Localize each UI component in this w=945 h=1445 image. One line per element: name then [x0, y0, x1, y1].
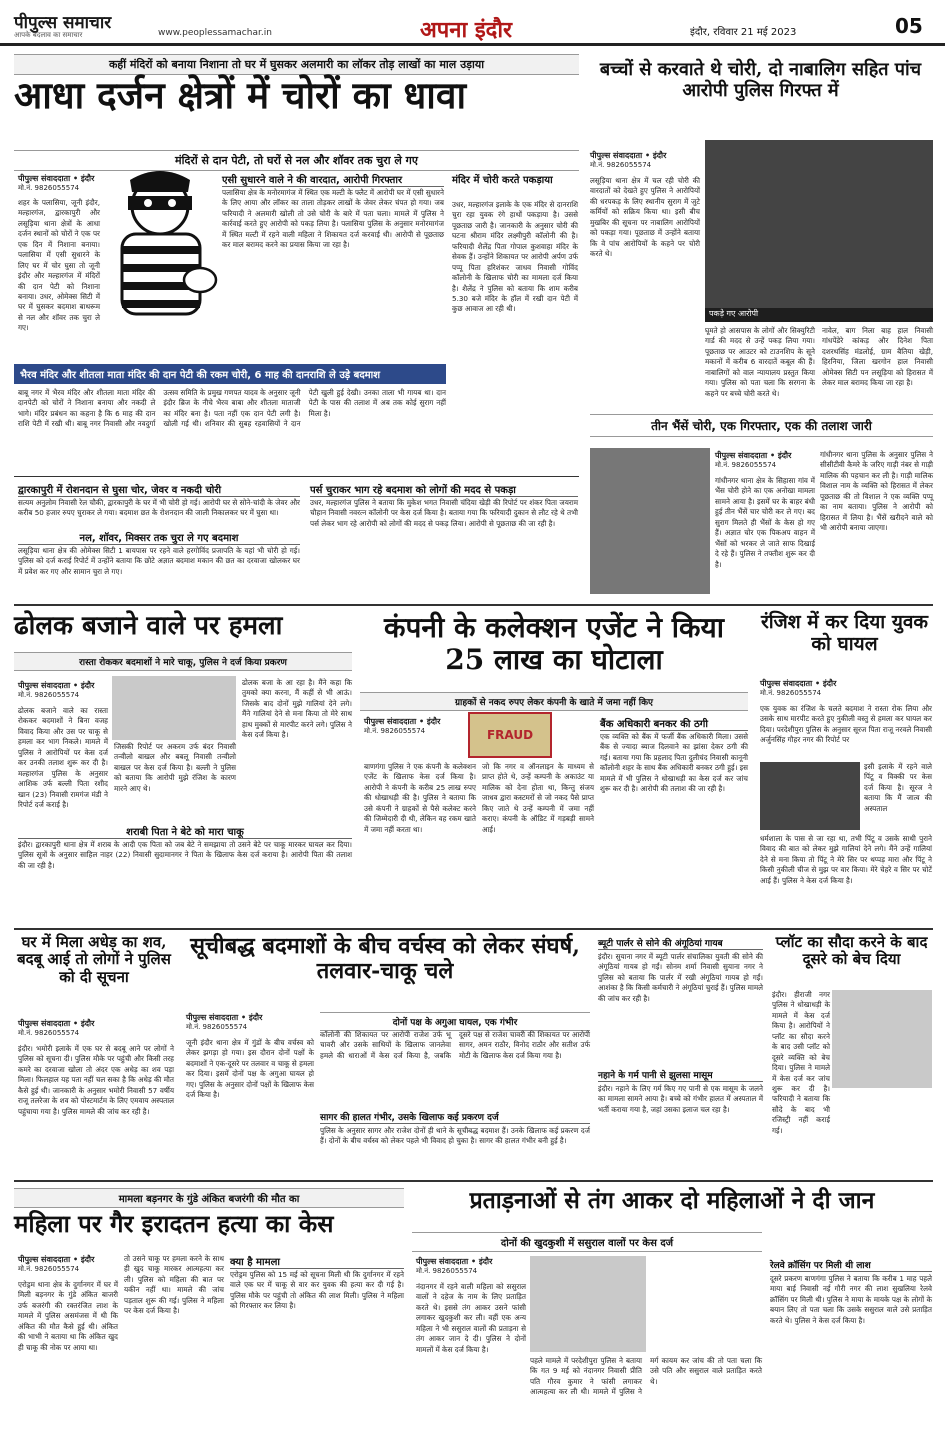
clash-text1: जूनी इंदौर थाना क्षेत्र में गुंडों के बीच वर्चस्व को लेकर झगड़ा हो गया। इस दौरान दोनों पक्षों के बदमाशों ने एक-दूसरे पर तलवार व चाकू से हमला कर दिया। इसमें दोनों पक्ष के अगुआ घायल हो गए। पुलिस के अनुसार दोनों पक्षों के खिलाफ केस दर्ज किया है।	[186, 1038, 314, 1100]
lead-subhead: मंदिरों से दान पेटी, तो घरों से नल और शॉवर तक चुरा ले गए	[14, 150, 579, 171]
suicide-text2: पहले मामले में परदेशीपुरा पुलिस ने बताया कि गत 9 मई को नंदानगर निवासी प्रीति पति गौरव कुमार ने फांसी लगाकर आत्महत्या कर ली थी। मामले में पुलिस ने मर्ग कायम कर जांच की तो पता चला कि उसे पति और ससुराल वाले प्रताड़ित करते थे।	[530, 1356, 762, 1397]
grudge-headline: रंजिश में कर दिया युवक को घायल	[760, 611, 929, 655]
body-found-text: इंदौर। भमोरी इलाके में एक घर से बदबू आने पर लोगों ने पुलिस को सूचना दी। पुलिस मौके पर पहुंची और किसी तरह कमरे का दरवाजा खोला तो अंदर एक अधेड़ का शव पड़ा मिला। फिलहाल यह पता नहीं चल सका है कि अधेड़ की मौत कैसे हुई थी। जानकारी के अनुसार भमोरी निवासी 57 वर्षीय राजू तलरेजा के शव को पोस्टमार्टम के लिए एमवाय अस्पताल पहुंचाया गया है। पुलिस मामले की जांच कर रही है।	[18, 1044, 174, 1116]
body-found-headline: घर में मिला अधेड़ का शव, बदबू आई तो लोगों ने पुलिस को दी सूचना	[17, 933, 171, 986]
railway-head: रेलवे क्रॉसिंग पर मिली थी लाश	[770, 1258, 932, 1272]
clash-sub: सागर की हालत गंभीर, उसके खिलाफ कई प्रकरण दर्ज	[320, 1110, 590, 1124]
drunk-father-text: इंदौर। द्वारकापुरी थाना क्षेत्र में शराब के आदी एक पिता को जब बेटे ने समझाया तो उसने बेटे पर चाकू मारकर घायल कर दिया। पुलिस सूत्रों के अनुसार साहिल नाहर (22) निवासी सुदामानगर ने पिता के खिलाफ केस दर्ज कराया है। आरोपी पिता की तलाश की जा रही है।	[18, 840, 352, 870]
dwarkapuri-text2: लसूड़िया थाना क्षेत्र की ओमेक्स सिटी 1 बायपास पर रहने वाले हरगोविंद प्रजापति के यहां भी चोरी हो गई। पुलिस को दर्ज कराई रिपोर्ट में उन्होंने बताया कि छोटे अज्ञात बदमाश मकान की छत का दरवाजा खोलकर घर में प्रवेश कर गए और सामान चुरा ले गए।	[18, 546, 300, 576]
drunk-father-head: शराबी पिता ने बेटे को मारा चाकू	[18, 824, 352, 839]
bank-fraud-text: एक व्यक्ति को बैंक में फर्जी बैंक अधिकारी मिला। उससे बैंक से ज्यादा ब्याज दिलवाने का झांसा देकर ठगी की गई। बताया गया कि प्रहलाद पिता दुलीचंद निवासी कानूनी कॉलोनी शहर के साथ बैंक अधिकारी बनकर ठगी हुई। इस मामले में भी पुलिस ने धोखाधड़ी का केस दर्ज कर जांच शुरू कर दी है। आरोपी की तलाश की जा रही है।	[600, 732, 748, 794]
grudge-byline: पीपुल्स संवाददाता • इंदौर मो.नं. 9826055574	[760, 679, 837, 697]
masthead	[0, 0, 945, 46]
scam-byline: पीपुल्स संवाददाता • इंदौर मो.नं. 9826055574	[364, 717, 441, 735]
scam-text1: बाणगंगा पुलिस ने एक कंपनी के कलेक्शन एजेंट के खिलाफ केस दर्ज किया है। आरोपी ने कंपनी के करीब 25 लाख रुपए की धोखाधड़ी की है। पुलिस ने बताया कि उसे कंपनी ने ग्राहकों से पैसे कलेक्ट करने की जिम्मेदारी दी थी, लेकिन वह रकम खाते में जमा नहीं करता था।	[364, 762, 476, 834]
lead-col2: पलासिया क्षेत्र के मनोरमागंज में स्थित एक मल्टी के फ्लैट में आरोपी घर में एसी सुधारने के लिए आया और लॉकर का ताला तोड़कर लाखों के जेवर लेकर चंपत हो गया। जब फरियादी ने अलमारी खोली तो उसे चोरी के बारे में पता चला। मामले में पुलिस ने कार्रवाई करते हुए आरोपी को पकड़ लिया है। पलासिया पुलिस के अनुसार मनोरमागंज में स्थित मल्टी में रहने वाली महिला ने शिकायत दर्ज करवाई थी। आरोपी से पूछताछ कर माल बरामद करने का प्रयास किया जा रहा है।	[222, 188, 444, 250]
dholak-text2: जिसकी रिपोर्ट पर अकरम उर्फ बंदर निवासी तन्वीलो बाखल और बबलू निवासी तन्वीलो बाखल पर केस दर्ज किया है। बल्ली ने पुलिस को बताया कि आरोपी मुझे रंजिश के कारण मारने आए थे।	[114, 742, 236, 793]
dwarkapuri-text: सत्यम अनुलोम निवासी रेल चौकी, द्वारकापुरी के घर में भी चोरी हो गई। आरोपी घर से सोने-चांदी के जेवर और करीब 50 हजार रुपए चुराकर ले गया। बदमाश छत के रोशनदान की जाली निकालकर घर में घुसा था।	[18, 498, 300, 518]
plot-text: इंदौर। हीराजी नगर पुलिस ने धोखाधड़ी के मामले में केस दर्ज किया है। आरोपियों ने प्लॉट का सौदा करने के बाद उसी प्लॉट को दूसरे व्यक्ति को बेच दिया। पुलिस ने मामले में केस दर्ज कर जांच शुरू कर दी है। फरियादी ने बताया कि सौदे के बाद भी रजिस्ट्री नहीं कराई गई।	[772, 990, 830, 1135]
lead-temple-text: बाबू नगर में भैरव मंदिर और शीतला माता मंदिर की दानपेटी को चोरों ने निशाना बनाया और नकदी ले भागे। मंदिर प्रबंधन का कहना है कि 6 माह की दान राशि पेटी में रखी थी। बाबू नगर निवासी और नवदुर्गा उत्सव समिति के प्रमुख गणपत यादव के अनुसार जूनी इंदौर ब्रिज के नीचे भैरव बाबा और शीतला माताजी का मंदिर बना है। पता नहीं एक दान पेटी लगी है। खोली गई थी। शनिवार की सुबह रहवासियों ने दान पेटी खुली हुई देखी। उनका ताला भी गायब था। दान पेटी के पास की तलाश में अब तक कोई सुराग नहीं मिला है।	[18, 388, 446, 429]
minors-text2: घूमते हो आसपास के लोगों और सिक्युरिटी गार्ड की मदद से उन्हें पकड़ लिया गया। पूछताछ पर आउटर को टाउनशिप के सूने मकानों में करीब 6 वारदातें कबूल की हैं। नाबालिगों को वाल न्यायालय प्रस्तुत किया गया। पुलिस को पता चला कि सरगना के कहने पर बच्चे चोरी करते थे।	[705, 326, 815, 398]
lead-col3-head: मंदिर में चोरी करते पकड़ाया	[452, 175, 553, 186]
cctv-photo	[590, 448, 710, 594]
divider	[14, 1180, 933, 1182]
divider	[14, 928, 933, 930]
grudge-text1: एक युवक का रंजिश के चलते बदमाश ने रास्ता रोक लिया और उसके साथ मारपीट करते हुए नुकीली वस्तु से हमला कर घायल कर दिया। परदेशीपुरा पुलिस के अनुसार सूरज पिता राजू नरवले निवासी अर्जुनसिंह गौहर नगर की रिपोर्ट पर	[760, 704, 932, 745]
scam-strap: ग्राहकों से नकद रुपए लेकर कंपनी के खाते में जमा नहीं किए	[360, 692, 748, 711]
suicide-byline: पीपुल्स संवाददाता • इंदौर मो.नं. 9826055574	[416, 1257, 493, 1275]
purse-text: उधर, मल्हारगंज पुलिस ने बताया कि मुकेश भगत निवासी चंदिया खेड़ी की रिपोर्ट पर शंकर पिता जयराम चौहान निवासी नवरत्न कॉलोनी पर केस दर्ज किया है। बताया गया कि फरियादी दुकान से लौट रहे थे तभी पर्स लेकर भाग रहे आरोपी को लोगों की मदद से पकड़ लिया। आरोपी से पूछताछ की जा रही है।	[310, 498, 578, 528]
suicide-strap: दोनों की खुदकुशी में ससुराल वालों पर केस दर्ज	[412, 1232, 762, 1252]
lead-headline: आधा दर्जन क्षेत्रों में चोरों का धावा	[14, 73, 467, 117]
murder-sub: क्या है मामला	[230, 1254, 404, 1269]
lead-byline: पीपुल्स संवाददाता • इंदौर मो.नं. 9826055574	[18, 174, 95, 192]
clash-strap: दोनों पक्ष के अगुआ घायल, एक गंभीर	[320, 1012, 590, 1031]
plot-headline: प्लॉट का सौदा करने के बाद दूसरे को बेच दिया	[775, 933, 928, 969]
fight-photo	[760, 762, 860, 830]
dholak-strap: रास्ता रोककर बदमाशों ने मारे चाकू, पुलिस ने दर्ज किया प्रकरण	[14, 652, 352, 671]
knife-photo	[112, 676, 236, 740]
grudge-text2: इसी इलाके में रहने वाले पिंटू व विक्की पर केस दर्ज किया है। सूरज ने बताया कि मैं जात्व की अस्पताल	[864, 762, 932, 813]
murder-headline: महिला पर गैर इरादतन हत्या का केस	[14, 1209, 334, 1238]
divider	[14, 476, 579, 477]
thief-illustration	[100, 168, 222, 323]
suicide-text1: नंदानगर में रहने वाली महिला को ससुराल वालों ने दहेज के नाम के लिए प्रताड़ित करते थे। इससे तंग आकर उसने फांसी लगाकर खुदकुशी कर ली। वहीं एक अन्य महिला ने भी ससुराल वालों की प्रताड़ना से तंग आकर जान दे दी। पुलिस ने दोनों मामलों में केस दर्ज किया है।	[416, 1282, 526, 1354]
buffalo-text1: गांधीनगर थाना क्षेत्र के सिहासा गांव में भैंस चोरी होने का एक अनोखा मामला सामने आया है। इसमें घर के बाहर बंधी हुई तीन भैंसें चार चोरी कर ले गए। बद सुराग मिलते ही भैंसों के केस हो गए हैं। अज्ञात चोर एक पिकअप वाहन में भैंसों को भरकर ले जाते साफ दिखाई दे रहे हैं। पुलिस ने तफ्तीश शुरू कर दी है।	[715, 476, 815, 569]
dwarkapuri-head2: नल, शॉवर, मिक्सर तक चुरा ले गए बदमाश	[18, 530, 300, 545]
murder-sub-text: एरोड्रम पुलिस को 15 मई को सूचना मिली थी कि दुर्गानगर में रहने वाले एक घर में चाकू से वार कर युवक की हत्या कर दी गई है। पुलिस मौके पर पहुंची तो अंकित की लाश मिली। पुलिस ने महिला को गिरफ्तार कर लिया है।	[230, 1270, 404, 1311]
scam-text2: जो कि नगर व ऑनलाइन के माध्यम से प्राप्त होते थे, उन्हें कम्पनी के अकाउंट या मालिक को देना होता था, किन्तु संजय जाधव द्वारा कस्टमरों से जो नकद पैसे प्राप्त किए जाते थे उन्हें कम्पनी में जमा नहीं कराए। कंपनी के ऑडिट में गड़बड़ी सामने आई।	[482, 762, 594, 834]
burn-text: इंदौर। नहाने के लिए गर्म किए गए पानी से एक मासूम के जलने का मामला सामने आया है। बच्चे को गंभीर हालत में अस्पताल में भर्ती कराया गया है, जहां उसका इलाज चल रहा है।	[598, 1084, 763, 1114]
issue-date: इंदौर, रविवार 21 मई 2023	[690, 27, 797, 38]
lead-col1: शहर के पलासिया, जूनी इंदौर, मल्हारगंज, द्वारकापुरी और लसूड़िया थाना क्षेत्रों के आधा दर्जन स्थानों को चोरों ने एक पर एक दिन में निशाना बनाया। पलासिया में एसी सुधारने के लिए घर में चोर घुसा तो जूनी इंदौर और मल्हारगंज में मंदिरों की दान पेटी को निशाना बनाया। उधर, ओमेक्स सिटी में घर में घुसकर बदमाश बाथरूम से नल और शॉवर तक चुरा ले गए।	[18, 198, 100, 333]
buffalo-byline: पीपुल्स संवाददाता • इंदौर मो.नं. 9826055574	[715, 451, 792, 469]
dholak-byline: पीपुल्स संवाददाता • इंदौर मो.नं. 9826055574	[18, 681, 95, 699]
fraud-stamp: FRAUD	[468, 712, 552, 758]
woman-photo	[530, 1256, 646, 1352]
beauty-text: इंदौर। सुयाना नगर में ब्यूटी पार्लर संचालिका युवती की सोने की अंगूठियां गायब हो गईं। सोनम शर्मा निवासी सुयाना नगर ने पुलिस को बताया कि पार्लर में रखी अंगूठियां गायब हो गईं। आशंका है कि किसी कर्मचारी ने अंगूठियां चुराई हैं। पुलिस मामले की जांच कर रही है।	[598, 952, 763, 1003]
railway-text: दूसरे प्रकरण बाणगंगा पुलिस ने बताया कि करीब 1 माह पहले माया बाई निवासी नई गौरी नगर की लाश सुखलिया रेलवे क्रॉसिंग पर मिली थी। पुलिस ने माया के मायके पक्ष के लोगों के बयान लिए तो पता चला कि उसके ससुराल वाले उसे प्रताड़ित करते थे। पुलिस ने केस दर्ज किया है।	[770, 1274, 932, 1325]
minors-byline: पीपुल्स संवाददाता • इंदौर मो.नं. 9826055574	[590, 151, 667, 169]
dholak-text3: ढोलक बजा के आ रहा है। मैंने कहा कि तुमको क्या करना, मैं कहीं से भी आऊं। जिसके बाद दोनों मुझे गालियां देने लगे। मैंने गालियां देने से मना किया तो मेरे साथ हाथ मुक्कों से मारपीट करने लगे। पुलिस ने केस दर्ज किया है।	[242, 678, 352, 740]
minors-text3: नावेल, बाग निला बाह हाल निवासी गांधपेंडेरे कांकड़ और दिनेश पिता दशरथसिंह मंडलोई, ग्राम बैतिया खेड़ी, हिरनिया, जिला खरगोन हाल निवासी ओमेक्स सिटी पन लसूड़िया को हिरासत में लेकर माल बरामद किया जा रहा है।	[822, 326, 933, 388]
website-url: www.peoplessamachar.in	[158, 28, 272, 38]
burn-head: नहाने के गर्म पानी से झुलसा मासूम	[598, 1068, 763, 1082]
page-number: 05	[895, 14, 923, 38]
murder-text1: एरोड्रम थाना क्षेत्र के दुर्गानगर में घर में मिली बड़नगर के गुंडे अंकित बाजरी उर्फ बजरंगी की रक्तरंजित लाश के मामले में पुलिस असमंजस में थी कि अंकित की मौत कैसे हुई थी। अंकित की भाभी ने बताया था कि अंकित खुद ही चाकू की नोक पर आया था।	[18, 1280, 118, 1352]
scam-headline: कंपनी के कलेक्शन एजेंट ने किया 25 लाख का घोटाला	[384, 611, 724, 677]
minors-text1: लसूड़िया थाना क्षेत्र में चल रही चोरी की वारदातों को देखते हुए पुलिस ने आरोपियों की धरपकड़ के लिए स्थानीय सुराग में जुटे कर्मियों को सक्रिय किया था। इसी बीच मुखबिर की सूचना पर नाबालिग आरोपियों को पकड़ा गया। पूछताछ में उन्होंने बताया कि वे पांच आरोपियों के कहने पर चोरी करते थे।	[590, 176, 700, 259]
lead-temple-band: भैरव मंदिर और शीतला माता मंदिर की दान पेटी की रकम चोरी, 6 माह की दानराशि ले उड़े बदमाश	[14, 364, 446, 384]
bank-fraud-head: बैंक अधिकारी बनकर की ठगी	[600, 716, 748, 731]
clash-byline: पीपुल्स संवाददाता • इंदौर मो.नं. 9826055574	[186, 1013, 263, 1031]
murder-strap: मामला बड़नगर के गुंडे अंकित बजरंगी की मौत का	[14, 1188, 404, 1208]
suicide-headline: प्रताड़नाओं से तंग आकर दो महिलाओं ने दी जान	[469, 1187, 875, 1214]
murder-text2: तो उसने चाकू पर हमला करने के साथ ही खुद चाकू मारकर आत्महत्या कर ली। पुलिस को महिला की बात पर यकीन नहीं था। मामले की जांच पड़ताल शुरू की गई। पुलिस ने महिला पर केस दर्ज किया है।	[124, 1254, 224, 1316]
buffalo-text2: गांधीनगर थाना पुलिस के अनुसार पुलिस ने सीसीटीवी कैमरे के जरिए गाड़ी नंबर से गाड़ी मालिक की पहचान कर ली है। गाड़ी मालिक विशाल नाम के व्यक्ति को हिरासत में लेकर पूछताछ की तो विशाल ने एक व्यक्ति पप्पू का नाम बताया। पुलिस ने आरोपी को हिरासत में लिया है। भैंसें खरीदने वाले को भी आरोपी बनाया जाएगा।	[820, 450, 933, 533]
dwarkapuri-head: द्वारकापुरी में रोशनदान से घुसा चोर, जेवर व नकदी चोरी	[18, 482, 300, 497]
grudge-text3: धर्मशाला के पास से जा रहा था, तभी पिंटू व उसके साथी पुराने विवाद की बात को लेकर मुझे गालियां देने लगे। मैंने उन्हें गालियां देने से मना किया तो पिंटू ने मेरे सिर पर थप्पड़ मारा और पिंटू ने किसी नुकीली चीज से मुझ पर वार किया। मेरे चेहरे व सिर पर चोटें आई हैं। पुलिस ने केस दर्ज किया है।	[760, 834, 932, 885]
clash-sub-text: पुलिस के अनुसार सागर और राजेश दोनों ही थाने के सूचीबद्ध बदमाश हैं। उनके खिलाफ कई प्रकरण दर्ज हैं। दोनों के बीच वर्चस्व को लेकर पहले भी विवाद हो चुका है। सागर की हालत गंभीर बनी हुई है।	[320, 1126, 590, 1146]
divider	[14, 604, 933, 606]
murder-byline: पीपुल्स संवाददाता • इंदौर मो.नं. 9826055574	[18, 1255, 95, 1273]
section-title: अपना इंदौर	[420, 17, 513, 43]
clash-headline: सूचीबद्ध बदमाशों के बीच वर्चस्व को लेकर संघर्ष, तलवार-चाकू चले	[190, 933, 580, 985]
dholak-text1: ढोलक बजाने वाले का रास्ता रोककर बदमाशों ने बिना वजह विवाद किया और उस पर चाकू से हमला कर भाग निकले। मामले में पुलिस ने आरोपियों पर केस दर्ज कर उनकी तलाश शुरू कर दी है। मल्हारगंज पुलिस के अनुसार आशिक उर्फ बल्ली पिता रशीद खान (23) निवासी रामगंज मंडी ने रिपोर्ट दर्ज कराई है।	[18, 706, 108, 809]
buffalo-headline: तीन भैंसें चोरी, एक गिरफ्तार, एक की तलाश जारी	[590, 414, 933, 437]
minors-headline: बच्चों से करवाते थे चोरी, दो नाबालिग सहित पांच आरोपी पुलिस गिरफ्त में	[599, 59, 922, 101]
lead-col3: उधर, मल्हारगंज इलाके के एक मंदिर से दानराशि चुरा रहा युवक रंगे हाथों पकड़ाया है। उससे पूछताछ जारी है। जानकारी के अनुसार चोरी की घटना श्रीराम मंदिर लक्ष्मीपुरी कॉलोनी की है। फरियादी शैलेंद्र पिता गोपाल कुशवाहा मंदिर के सेवक हैं। उन्होंने शिकायत पर आरोपी अर्पण उर्फ पप्पू पिता हरिशंकर जाधव निवासी गोविंद कॉलोनी के खिलाफ चोरी का मामला दर्ज किया है। शैलेंद्र ने पुलिस को बताया कि शाम करीब 5.30 बजे मंदिर के हॉल में रखी दान पेटी में कुछ आवाज आ रही थी।	[452, 200, 578, 314]
beauty-headline: ब्यूटी पार्लर से सोने की अंगूठियां गायब	[598, 936, 763, 950]
accused-photo	[705, 140, 933, 322]
photo-caption: पकड़े गए आरोपी	[705, 308, 933, 322]
body-found-byline: पीपुल्स संवाददाता • इंदौर मो.नं. 9826055574	[18, 1019, 95, 1037]
dholak-headline: ढोलक बजाने वाले पर हमला	[14, 611, 283, 641]
shocked-man-photo	[832, 990, 932, 1088]
newspaper-logo: पीपुल्स समाचार आपके बदलाव का समाचार	[14, 13, 112, 39]
lead-strap: कहीं मंदिरों को बनाया निशाना तो घर में घुसकर अलमारी का लॉकर तोड़ लाखों का माल उड़ाया	[14, 54, 579, 75]
purse-head: पर्स चुराकर भाग रहे बदमाश को लोगों की मदद से पकड़ा	[310, 482, 578, 497]
clash-text2: कॉलोनी की शिकायत पर आरोपी राजेश उर्फ भू चावरी और उसके साथियों के खिलाफ जानलेवा हमले की धाराओं में केस दर्ज किया है, जबकि दूसरे पक्ष से राजेश चावरी की शिकायत पर आरोपी सागर, अमन राठौर, विनोद राठौर और सतीश उर्फ मोटी के खिलाफ केस दर्ज किया गया है।	[320, 1030, 590, 1060]
logo-tagline: आपके बदलाव का समाचार	[14, 31, 83, 39]
lead-col2-head: एसी सुधारने वाले ने की वारदात, आरोपी गिरफ्तार	[222, 172, 444, 187]
